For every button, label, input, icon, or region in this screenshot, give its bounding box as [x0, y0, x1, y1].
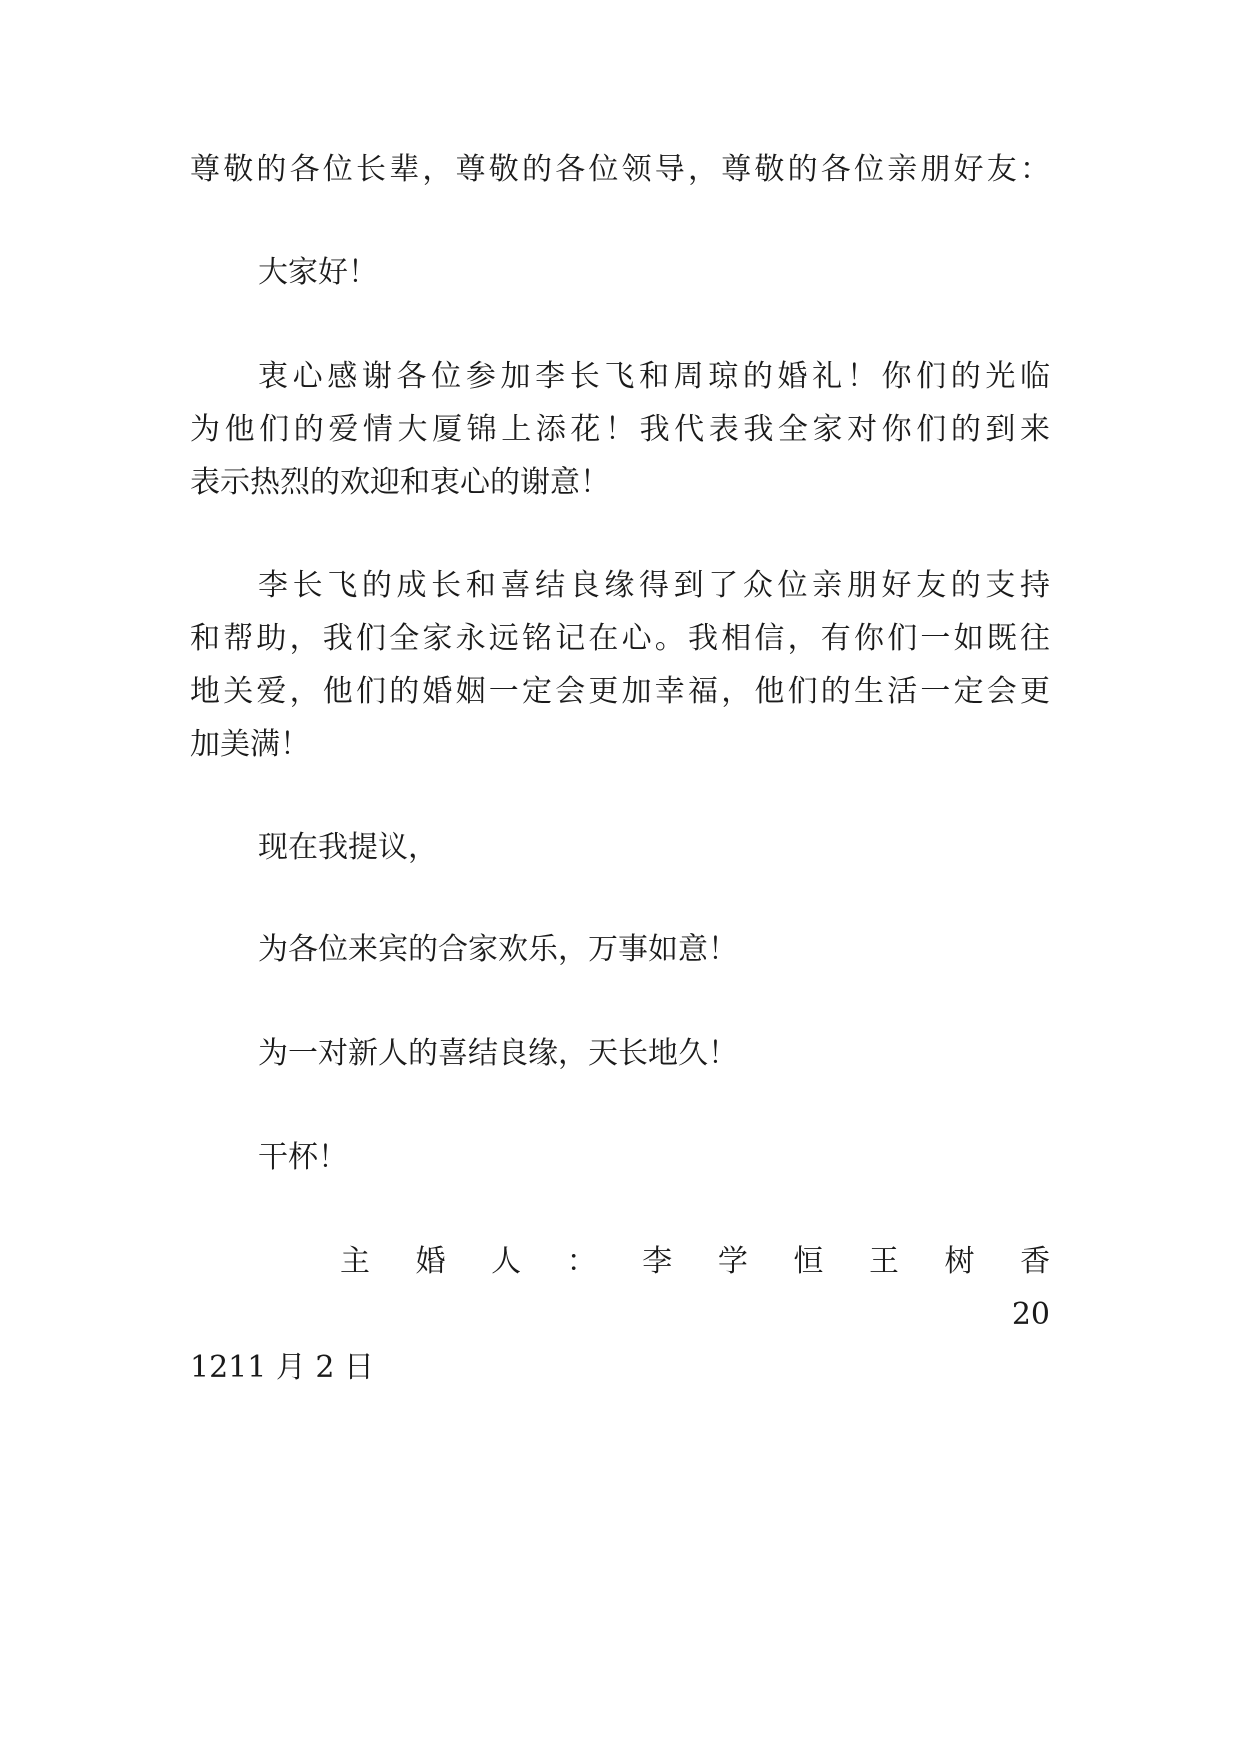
toast1-line: 为各位来宾的合家欢乐，万事如意！ [258, 932, 738, 967]
signature-char: 香 [1020, 1244, 1051, 1279]
signature-char: 学 [717, 1244, 766, 1279]
toast2-line: 为一对新人的喜结良缘，天长地久！ [258, 1036, 738, 1071]
paragraph2-line1: 李长飞的成长和喜结良缘得到了众位亲朋好友的支持 [258, 568, 1050, 603]
toast-intro-line: 现在我提议， [258, 830, 438, 865]
signature-line [340, 1242, 1050, 1282]
paragraph1-line3: 表示热烈的欢迎和衷心的谢意！ [190, 465, 610, 500]
signature-char: 恒 [793, 1244, 842, 1279]
hello-line: 大家好！ [258, 255, 378, 290]
signature-char: 树 [944, 1244, 993, 1279]
signature-char: 人 [491, 1244, 540, 1279]
signature-char: ： [566, 1244, 615, 1279]
signature-char: 婚 [415, 1244, 464, 1279]
date-line-part2: 1211 月 2 日 [190, 1350, 375, 1385]
cheers-line: 干杯！ [258, 1140, 348, 1175]
signature-char: 王 [868, 1244, 917, 1279]
paragraph1-line1: 衷心感谢各位参加李长飞和周琼的婚礼！你们的光临 [258, 359, 1050, 394]
signature-char: 李 [642, 1244, 691, 1279]
paragraph2-line3: 地关爱，他们的婚姻一定会更加幸福，他们的生活一定会更 [190, 674, 1050, 709]
paragraph2-line4: 加美满！ [190, 727, 310, 762]
date-line-part1: 20 [1011, 1297, 1050, 1332]
paragraph1-line2: 为他们的爱情大厦锦上添花！我代表我全家对你们的到来 [190, 412, 1050, 447]
greeting-line: 尊敬的各位长辈，尊敬的各位领导，尊敬的各位亲朋好友： [190, 152, 1050, 187]
paragraph2-line2: 和帮助，我们全家永远铭记在心。我相信，有你们一如既往 [190, 621, 1050, 656]
signature-char: 主 [340, 1244, 389, 1279]
